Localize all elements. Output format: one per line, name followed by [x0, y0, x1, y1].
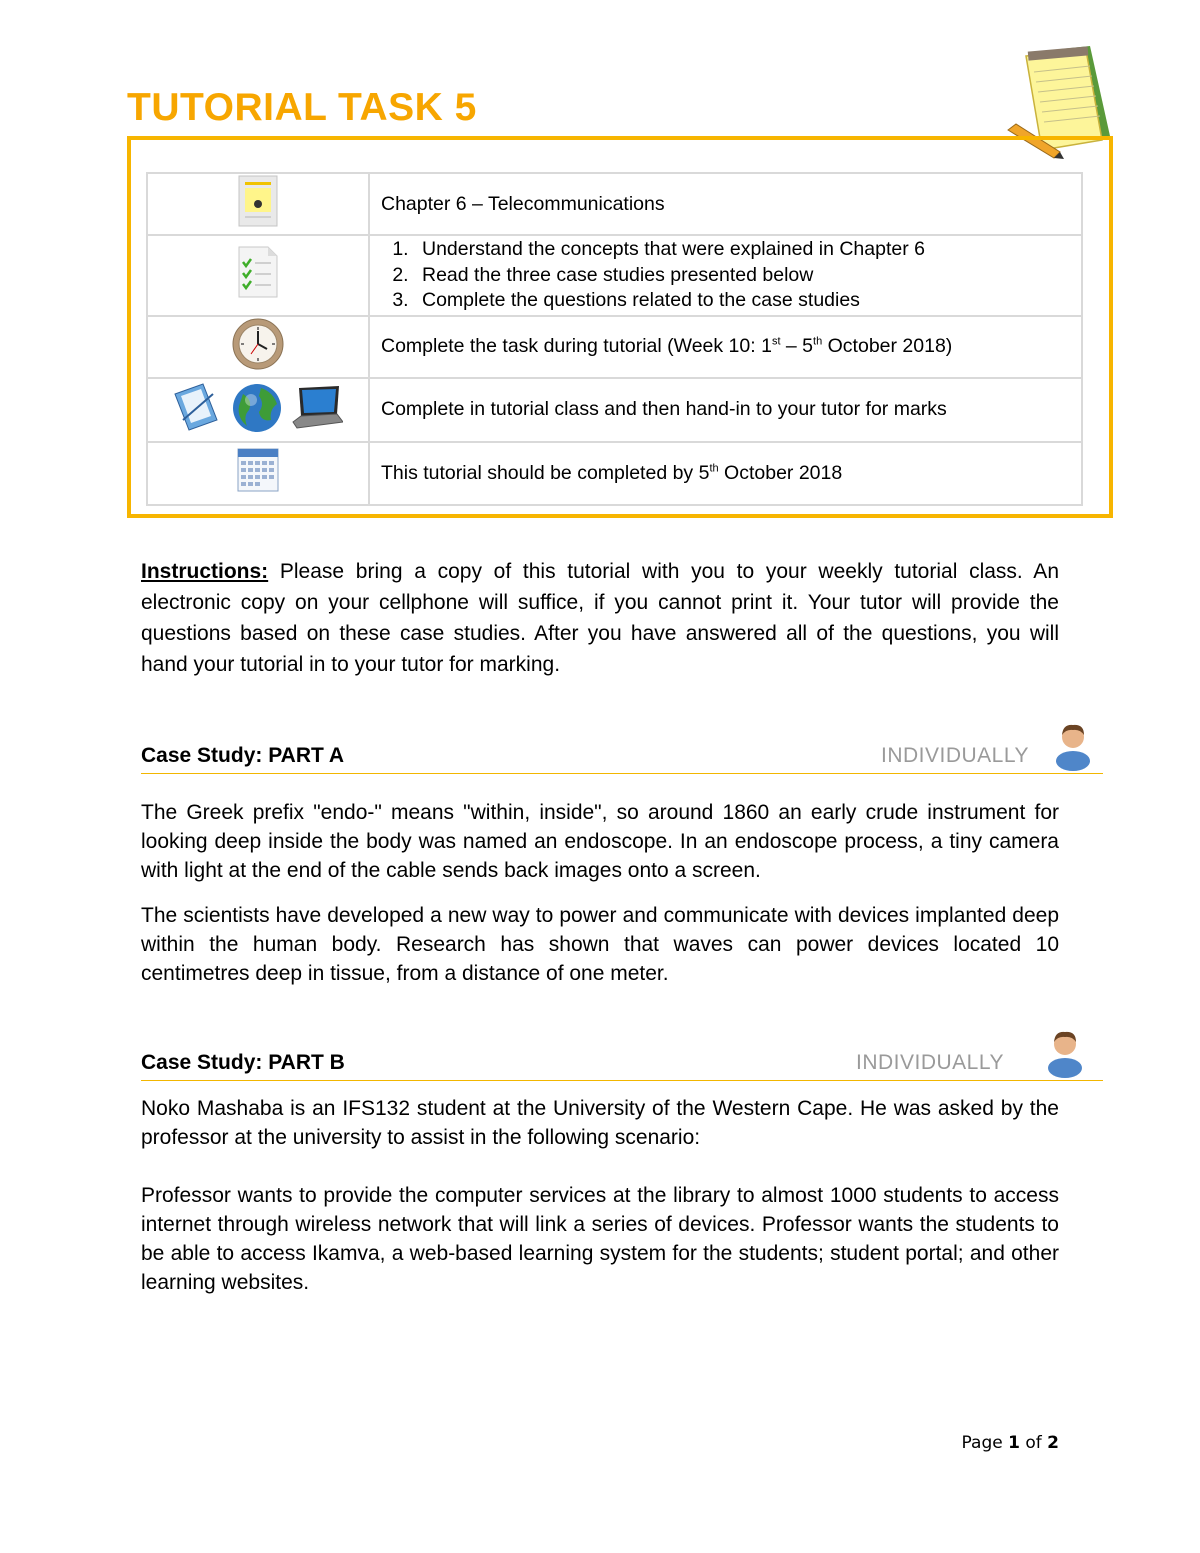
list-item: 1. Understand the concepts that were explained in Chapter 6	[414, 237, 1080, 263]
individually-label: INDIVIDUALLY	[856, 1051, 1004, 1074]
paragraph: Professor wants to provide the computer services at the library to almost 1000 students to access internet through wireless network that will link a series of devices. Professor wants the students to be able to access Ikamva, a web-based learning system for the students; student portal; and other learning websites.	[141, 1184, 1059, 1294]
objectives-list	[381, 237, 1080, 314]
network-icon	[173, 380, 343, 434]
person-icon	[1047, 1028, 1083, 1078]
paragraph: The Greek prefix "endo-" means "within, inside", so around 1860 an early crude instrument for looking deep inside the body was named an endoscope. In an endoscope process, a tiny camera with light at the end of the cable sends back images onto a screen.	[141, 801, 1059, 882]
case-study-b-heading: Case Study: PART B	[141, 1051, 345, 1074]
case-study-b-body	[141, 1094, 1059, 1313]
case-study-b-header	[141, 1040, 1103, 1081]
person-icon	[1055, 721, 1091, 771]
objectives-cell	[369, 235, 1082, 316]
clock-icon	[232, 318, 284, 370]
globe-icon	[233, 384, 281, 432]
document-icon	[238, 175, 278, 227]
case-study-a-heading: Case Study: PART A	[141, 744, 345, 767]
page-number: Page 1 of 2	[961, 1433, 1059, 1453]
page-title: TUTORIAL TASK 5	[127, 86, 477, 129]
schedule-cell: Complete the task during tutorial (Week 10: 1st – 5th October 2018)	[369, 316, 1082, 378]
paragraph: The scientists have developed a new way to power and communicate with devices implanted deep within the human body. Research has shown that waves can power devices located 10 centimetres deep in tissue, from a distance of one meter.	[141, 904, 1059, 985]
deadline-cell: This tutorial should be completed by 5th October 2018	[369, 442, 1082, 505]
checklist-icon	[238, 246, 278, 298]
task-info-table	[146, 172, 1083, 506]
list-item: 2. Read the three case studies presented below	[414, 263, 1080, 289]
laptop-icon	[293, 386, 343, 428]
chapter-cell: Chapter 6 – Telecommunications	[369, 173, 1082, 235]
case-study-a-body	[141, 798, 1059, 1004]
instructions-paragraph: Instructions: Please bring a copy of this tutorial with you to your weekly tutorial class. An electronic copy on your cellphone will suffice, if you cannot print it. Your tutor will provide the questions based on these case studies. After you have answered all of the questions, you will hand your tutorial in to your tutor for marking.	[141, 560, 1059, 676]
calendar-icon	[237, 448, 279, 492]
case-study-a-header	[141, 733, 1103, 774]
individually-label: INDIVIDUALLY	[881, 744, 1029, 767]
book-icon	[175, 384, 217, 430]
paragraph: Noko Mashaba is an IFS132 student at the University of the Western Cape. He was asked by the professor at the university to assist in the following scenario:	[141, 1097, 1059, 1149]
list-item: 3. Complete the questions related to the case studies	[414, 288, 1080, 314]
submission-cell: Complete in tutorial class and then hand-in to your tutor for marks	[369, 378, 1082, 442]
instructions-label: Instructions:	[141, 560, 269, 583]
